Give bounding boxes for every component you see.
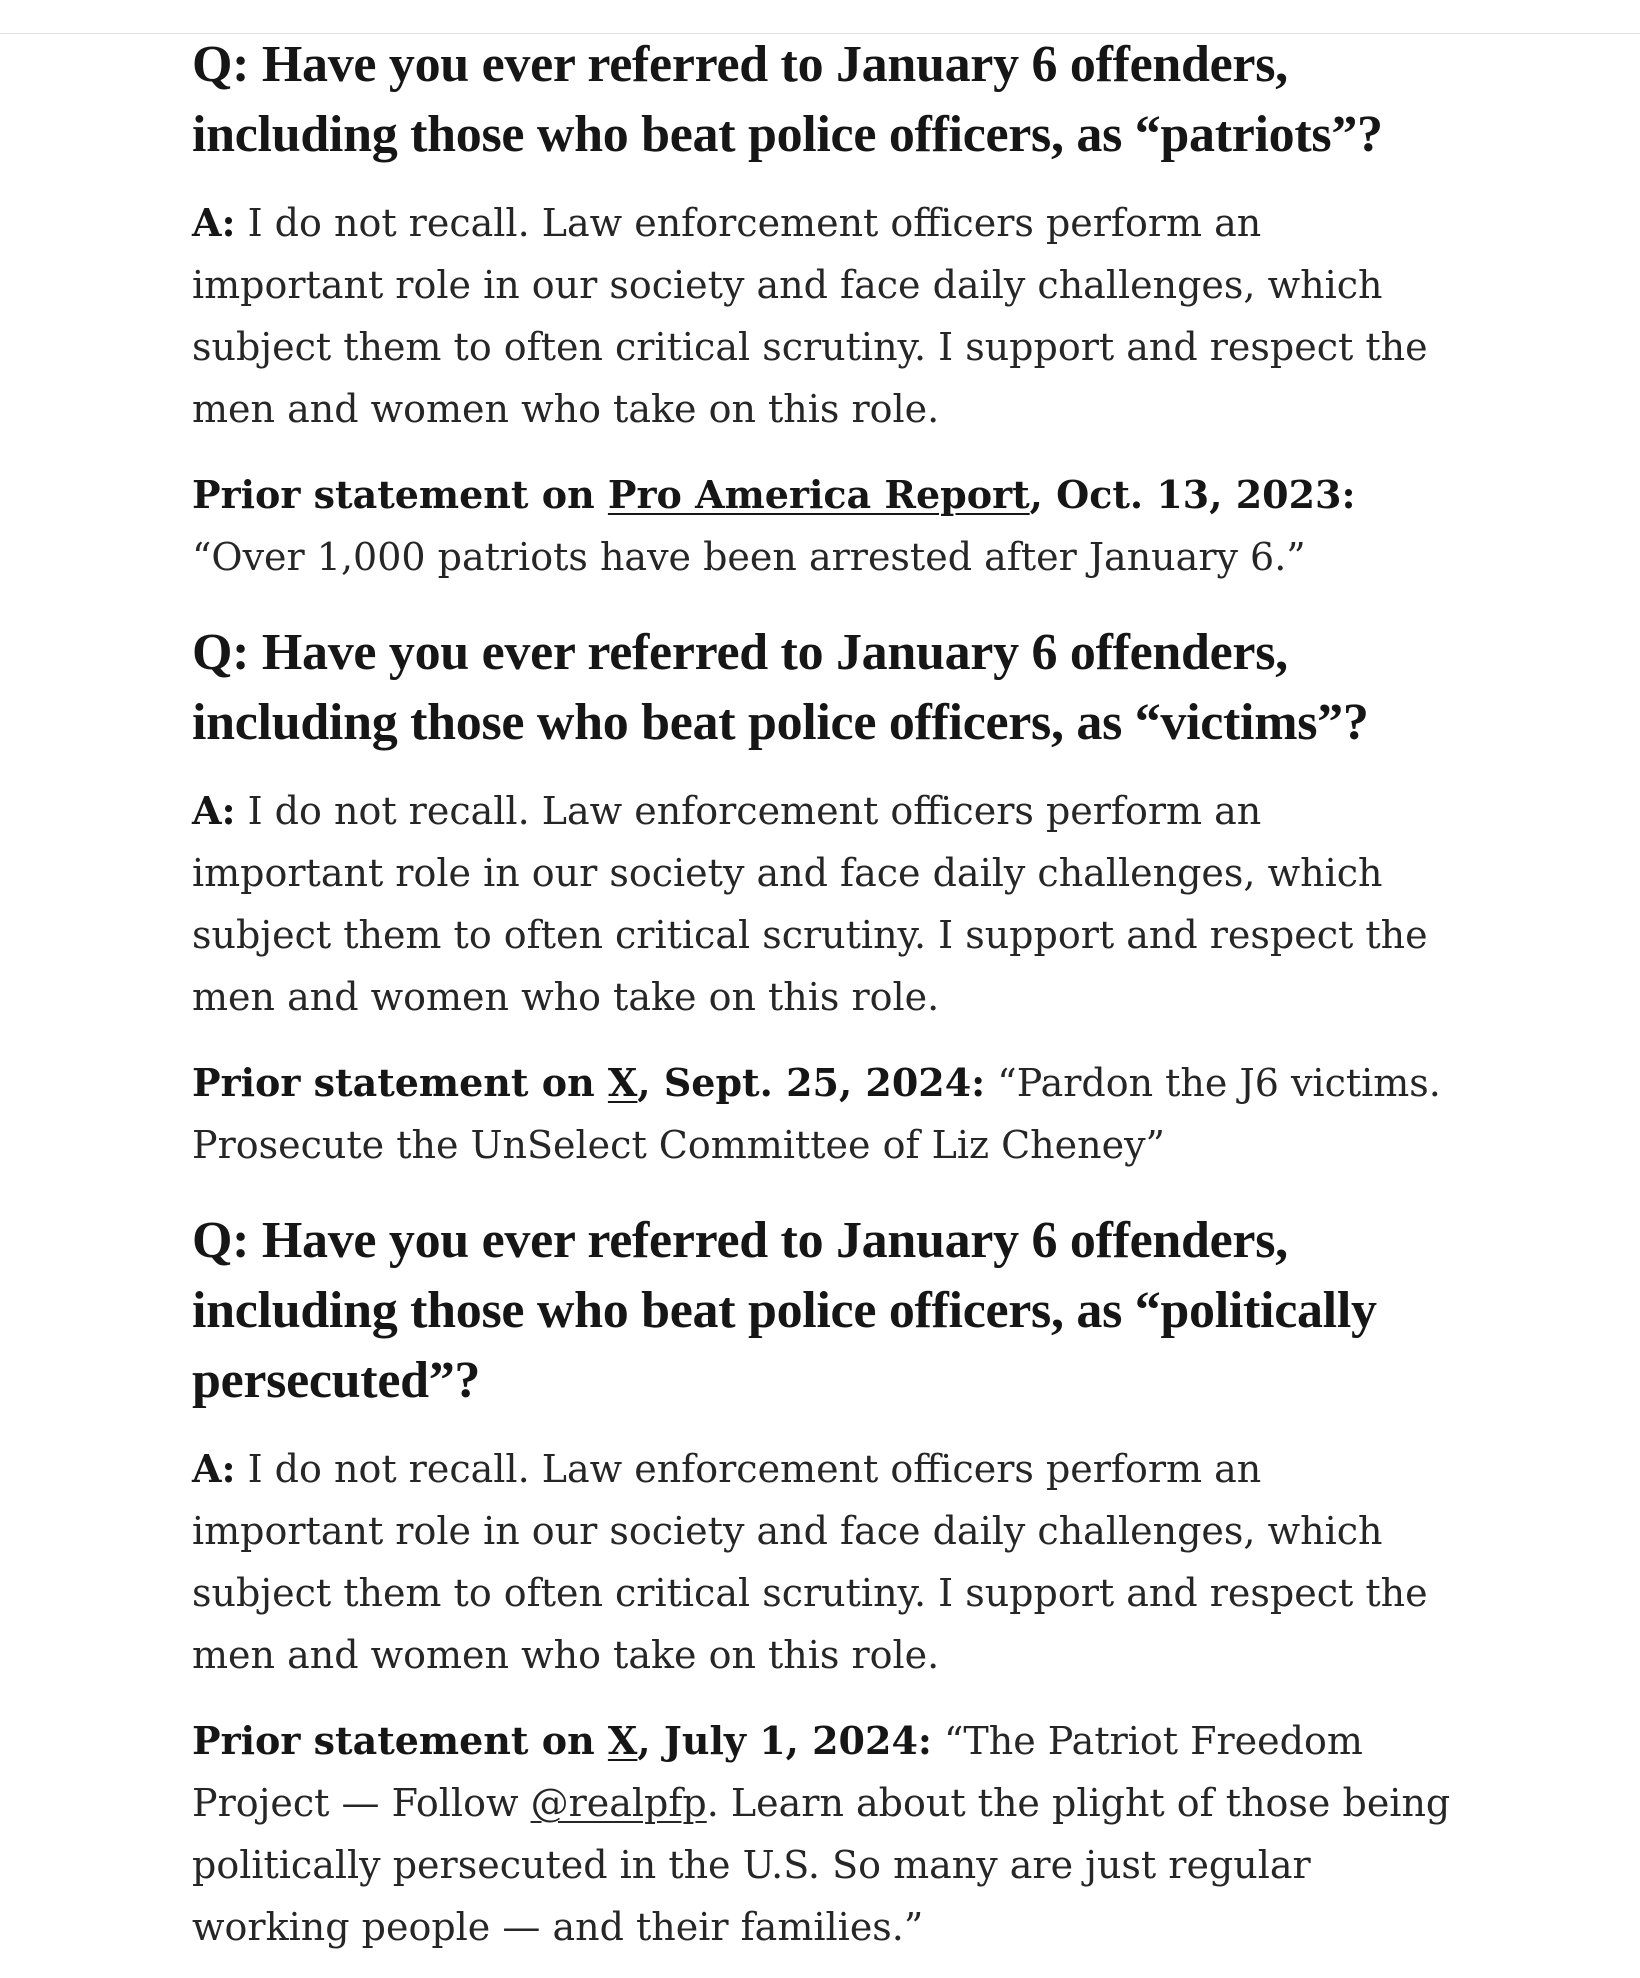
prior-statement-date: , Oct. 13, 2023: (1029, 472, 1356, 517)
source-link-x[interactable]: X (607, 1718, 638, 1763)
prior-statement-date: , Sept. 25, 2024: (637, 1060, 986, 1105)
prior-statement-lead (192, 1060, 985, 1105)
prior-statement-quote: “The Patriot Freedom Project — Follow (192, 1719, 1363, 1825)
question-heading: Q: Have you ever referred to January 6 offenders, including those who beat police officers, as “patriots”? (192, 36, 1383, 163)
answer-label: A: (192, 788, 236, 833)
answer-paragraph (192, 192, 1452, 440)
prior-statement (192, 464, 1452, 588)
prior-statement-label: Prior statement on (192, 1718, 608, 1763)
question-heading: Q: Have you ever referred to January 6 offenders, including those who beat police officers, as “politically persecuted”? (192, 1212, 1377, 1409)
qa-block (192, 618, 1452, 1176)
prior-statement-quote-continued: . Learn about the plight of those being politically persecuted in the U.S. So many are just regular working people — and their families.” (192, 1781, 1451, 1949)
source-link-x[interactable]: X (607, 1060, 638, 1105)
answer-label: A: (192, 200, 236, 245)
prior-statement-label: Prior statement on (192, 472, 608, 517)
answer-text: I do not recall. Law enforcement officers perform an important role in our society and face daily challenges, which subject them to often critical scrutiny. I support and respect the men and women who take on this role. (192, 789, 1428, 1019)
qa-block (192, 30, 1452, 588)
answer-text: I do not recall. Law enforcement officers perform an important role in our society and face daily challenges, which subject them to often critical scrutiny. I support and respect the men and women who take on this role. (192, 201, 1428, 431)
prior-statement-lead (192, 1718, 932, 1763)
question-heading: Q: Have you ever referred to January 6 offenders, including those who beat police officers, as “victims”? (192, 624, 1369, 751)
prior-statement-date: , July 1, 2024: (637, 1718, 932, 1763)
prior-statement-quote: “Pardon the J6 victims. Prosecute the UnSelect Committee of Liz Cheney” (192, 1061, 1441, 1167)
qa-block (192, 1206, 1452, 1958)
prior-statement-label: Prior statement on (192, 1060, 608, 1105)
article-body (192, 30, 1452, 1978)
source-link-pro-america-report[interactable]: Pro America Report (607, 472, 1030, 517)
answer-paragraph (192, 780, 1452, 1028)
prior-statement (192, 1710, 1452, 1958)
prior-statement (192, 1052, 1452, 1176)
top-bar (0, 0, 1640, 34)
realpfp-handle-link[interactable]: @realpfp (530, 1781, 707, 1825)
prior-statement-quote: “Over 1,000 patriots have been arrested after January 6.” (192, 535, 1306, 579)
answer-text: I do not recall. Law enforcement officers perform an important role in our society and face daily challenges, which subject them to often critical scrutiny. I support and respect the men and women who take on this role. (192, 1447, 1428, 1677)
answer-paragraph (192, 1438, 1452, 1686)
prior-statement-lead (192, 472, 1356, 517)
answer-label: A: (192, 1446, 236, 1491)
